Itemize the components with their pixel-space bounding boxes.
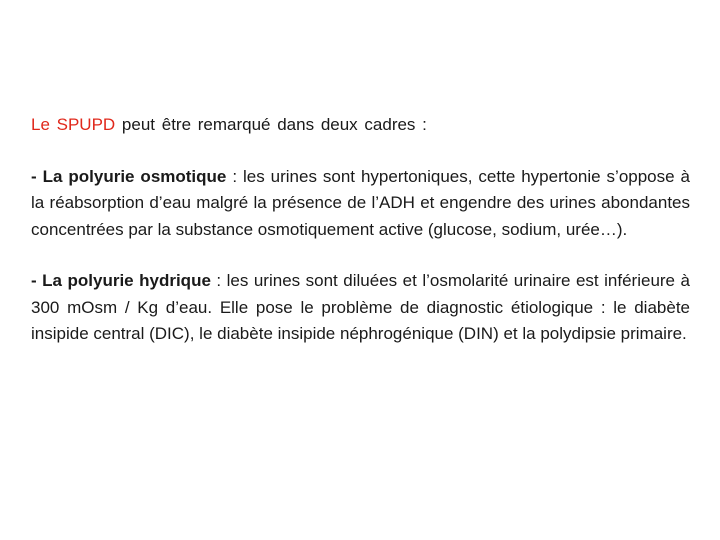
paragraph-hydric bbox=[31, 268, 690, 348]
paragraph-osmotic-text: : les urines sont hypertoniques, cette hypertonie s’oppose à la réabsorption d’eau malgré la présence de l’ADH et engendre des urines abondantes concentrées par la substance osmotiquement active (glucose, sodium, urée…). bbox=[31, 166, 690, 239]
slide-content bbox=[31, 112, 690, 373]
paragraph-osmotic-term: polyurie osmotique bbox=[68, 166, 227, 186]
intro-text: peut être remarqué dans deux cadres : bbox=[115, 115, 427, 134]
paragraph-osmotic-dash: - La bbox=[31, 166, 63, 186]
paragraph-hydric-text: : les urines sont diluées et l’osmolarité urinaire est inférieure à 300 mOsm / Kg d’eau. Elle pose le problème de diagnostic étiologique : le diabète insipide central (DIC), le diabète insipide néphrogénique (DIN) et la polydipsie primaire. bbox=[31, 271, 690, 343]
paragraph-hydric-term: polyurie hydrique bbox=[67, 271, 211, 290]
paragraph-osmotic bbox=[31, 164, 690, 244]
paragraph-hydric-dash: - La bbox=[31, 271, 62, 290]
intro-highlight: Le SPUPD bbox=[31, 115, 116, 134]
intro-line bbox=[31, 112, 690, 139]
